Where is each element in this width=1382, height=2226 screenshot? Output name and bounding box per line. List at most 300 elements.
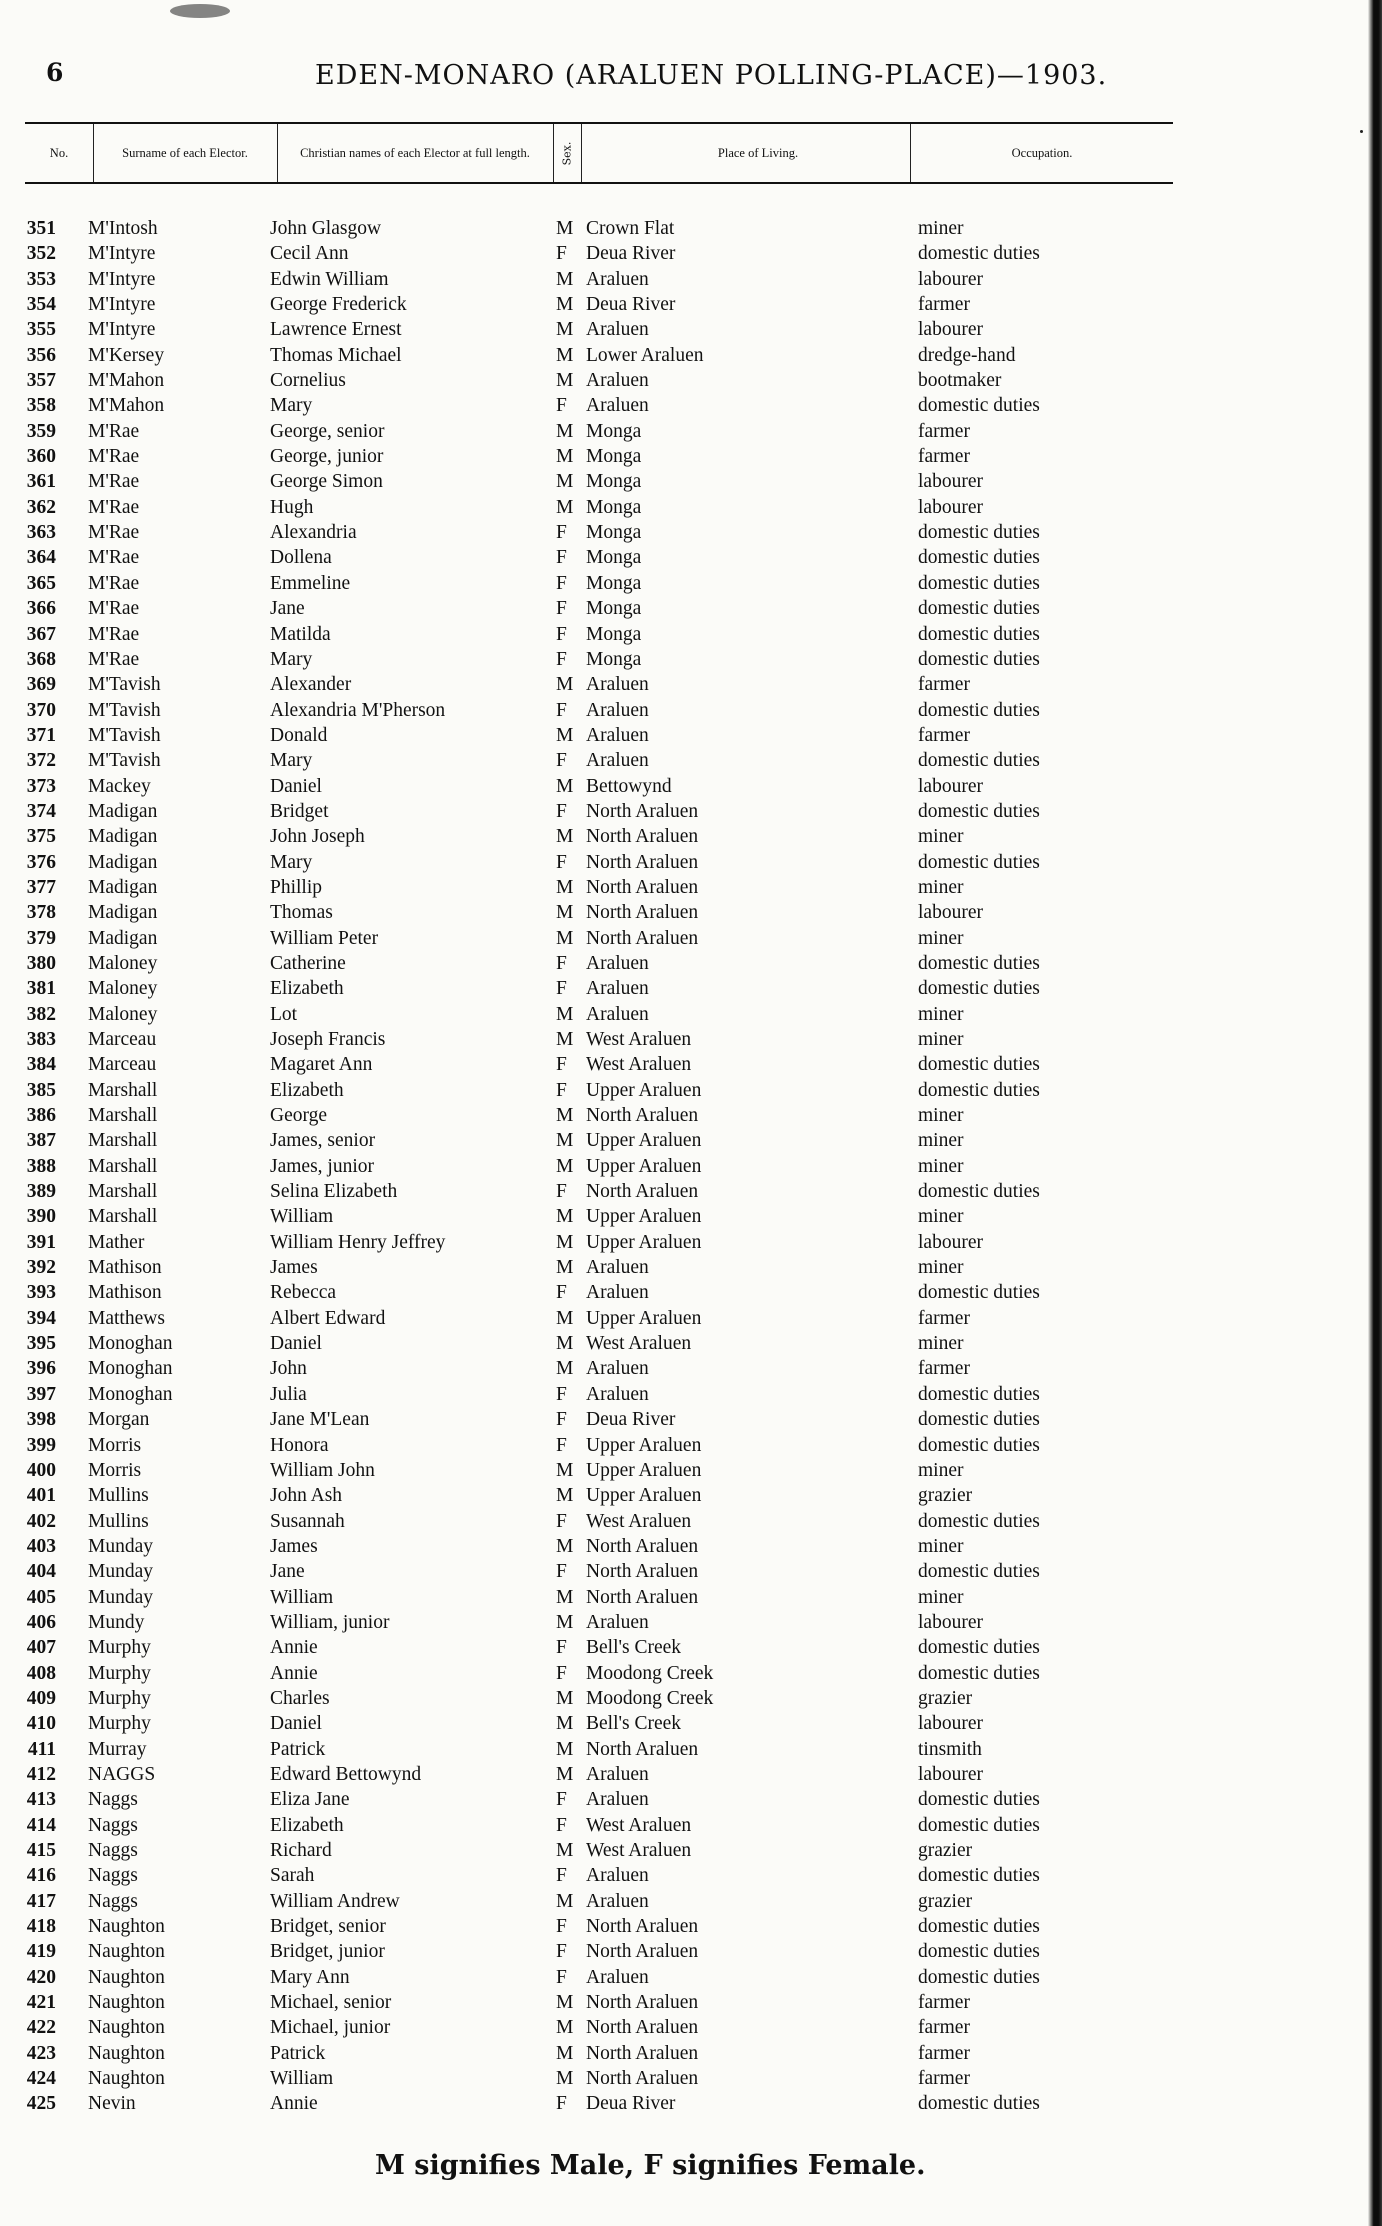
table-row bbox=[0, 1103, 1382, 1128]
elector-sex: M bbox=[556, 1358, 574, 1380]
elector-sex: M bbox=[556, 1840, 574, 1861]
elector-number: 352 bbox=[26, 243, 56, 265]
elector-place-of-living: Deua River bbox=[586, 1409, 676, 1431]
elector-surname: Munday bbox=[88, 1561, 153, 1583]
elector-occupation: farmer bbox=[918, 1358, 970, 1380]
elector-number: 364 bbox=[26, 547, 56, 569]
elector-occupation: domestic duties bbox=[918, 750, 1040, 772]
elector-place-of-living: North Araluen bbox=[586, 2068, 699, 2090]
table-row bbox=[0, 545, 1382, 570]
elector-surname: Madigan bbox=[88, 826, 158, 848]
elector-sex: M bbox=[556, 1333, 574, 1355]
elector-number: 374 bbox=[26, 800, 56, 822]
elector-sex: M bbox=[556, 927, 574, 949]
elector-sex: F bbox=[556, 1383, 567, 1405]
elector-christian-names: William Peter bbox=[270, 927, 379, 949]
elector-number: 376 bbox=[26, 851, 56, 873]
elector-place-of-living: North Araluen bbox=[586, 876, 699, 898]
elector-number: 393 bbox=[26, 1282, 56, 1304]
elector-occupation: domestic duties bbox=[918, 1789, 1040, 1811]
elector-surname: M'Intyre bbox=[88, 319, 156, 341]
elector-sex: F bbox=[556, 1814, 567, 1836]
elector-number: 359 bbox=[26, 420, 56, 442]
elector-christian-names: Mary Ann bbox=[270, 1966, 350, 1988]
elector-sex: M bbox=[556, 1459, 574, 1481]
elector-surname: M'Tavish bbox=[88, 674, 161, 696]
elector-christian-names: Jane M'Lean bbox=[270, 1409, 370, 1431]
elector-number: 367 bbox=[26, 623, 56, 645]
elector-place-of-living: Monga bbox=[586, 446, 642, 468]
elector-christian-names: Annie bbox=[270, 2093, 318, 2115]
table-row bbox=[0, 1002, 1382, 1027]
elector-surname: Mackey bbox=[88, 775, 151, 797]
elector-occupation: domestic duties bbox=[918, 1383, 1040, 1405]
elector-sex: M bbox=[556, 902, 574, 924]
table-row bbox=[0, 1356, 1382, 1381]
header-no: No. bbox=[49, 146, 69, 160]
elector-sex: M bbox=[556, 1105, 574, 1127]
elector-place-of-living: Deua River bbox=[586, 243, 676, 265]
elector-surname: M'Mahon bbox=[88, 370, 165, 392]
elector-sex: M bbox=[556, 2042, 574, 2064]
elector-occupation: miner bbox=[918, 927, 964, 949]
elector-christian-names: James, junior bbox=[270, 1155, 374, 1177]
table-row bbox=[0, 1610, 1382, 1635]
elector-sex: M bbox=[556, 2017, 574, 2039]
print-speck bbox=[1360, 130, 1363, 133]
elector-surname: M'Mahon bbox=[88, 395, 165, 417]
elector-sex: F bbox=[556, 395, 567, 417]
elector-number: 358 bbox=[26, 395, 56, 417]
elector-place-of-living: North Araluen bbox=[586, 927, 699, 949]
elector-sex: M bbox=[556, 294, 574, 316]
elector-occupation: domestic duties bbox=[918, 1561, 1040, 1583]
elector-christian-names: James bbox=[270, 1257, 318, 1279]
elector-place-of-living: Araluen bbox=[586, 1890, 649, 1912]
elector-surname: M'Kersey bbox=[88, 344, 165, 366]
elector-number: 381 bbox=[26, 978, 56, 1000]
elector-place-of-living: Monga bbox=[586, 471, 642, 493]
table-row bbox=[0, 2091, 1382, 2116]
page-number: 6 bbox=[46, 58, 64, 87]
elector-occupation: labourer bbox=[918, 471, 983, 493]
elector-number: 390 bbox=[26, 1206, 56, 1228]
elector-number: 363 bbox=[26, 522, 56, 544]
elector-christian-names: John Joseph bbox=[270, 826, 365, 848]
elector-sex: M bbox=[556, 471, 574, 493]
elector-place-of-living: Monga bbox=[586, 623, 642, 645]
elector-occupation: miner bbox=[918, 1257, 964, 1279]
elector-christian-names: Honora bbox=[270, 1434, 329, 1456]
elector-christian-names: George Frederick bbox=[270, 294, 407, 316]
elector-place-of-living: Upper Araluen bbox=[586, 1231, 702, 1253]
elector-sex: F bbox=[556, 1079, 567, 1101]
sex-legend-note: M signifies Male, F signifies Female. bbox=[375, 2150, 926, 2181]
table-row bbox=[0, 1255, 1382, 1280]
elector-place-of-living: Araluen bbox=[586, 750, 649, 772]
elector-surname: Monoghan bbox=[88, 1358, 173, 1380]
table-row bbox=[0, 1838, 1382, 1863]
table-row bbox=[0, 571, 1382, 596]
elector-surname: M'Rae bbox=[88, 598, 140, 620]
elector-number: 386 bbox=[26, 1105, 56, 1127]
elector-christian-names: Magaret Ann bbox=[270, 1054, 373, 1076]
elector-christian-names: Mary bbox=[270, 395, 313, 417]
elector-surname: Munday bbox=[88, 1586, 153, 1608]
table-row bbox=[0, 1509, 1382, 1534]
elector-christian-names: Lot bbox=[270, 1003, 298, 1025]
elector-occupation: miner bbox=[918, 1333, 964, 1355]
elector-surname: Maloney bbox=[88, 1003, 158, 1025]
elector-place-of-living: North Araluen bbox=[586, 2017, 699, 2039]
elector-christian-names: Bridget, junior bbox=[270, 1941, 385, 1963]
elector-surname: Mather bbox=[88, 1231, 145, 1253]
table-row bbox=[0, 1686, 1382, 1711]
table-row bbox=[0, 1204, 1382, 1229]
elector-occupation: miner bbox=[918, 1206, 964, 1228]
elector-occupation: domestic duties bbox=[918, 1814, 1040, 1836]
table-row bbox=[0, 1331, 1382, 1356]
elector-surname: M'Rae bbox=[88, 522, 140, 544]
elector-occupation: domestic duties bbox=[918, 800, 1040, 822]
elector-sex: M bbox=[556, 496, 574, 518]
elector-surname: Morris bbox=[88, 1434, 142, 1456]
elector-surname: Maloney bbox=[88, 978, 158, 1000]
elector-place-of-living: West Araluen bbox=[586, 1029, 692, 1050]
elector-number: 392 bbox=[26, 1257, 56, 1279]
elector-sex: M bbox=[556, 2068, 574, 2090]
table-row bbox=[0, 723, 1382, 748]
elector-sex: M bbox=[556, 319, 574, 341]
table-row bbox=[0, 1661, 1382, 1686]
table-row bbox=[0, 1078, 1382, 1103]
elector-surname: Naughton bbox=[88, 1966, 165, 1988]
elector-christian-names: Jane bbox=[270, 1561, 305, 1583]
elector-number: 405 bbox=[26, 1586, 56, 1608]
elector-place-of-living: Moodong Creek bbox=[586, 1687, 714, 1709]
elector-sex: M bbox=[556, 218, 574, 239]
elector-sex: M bbox=[556, 370, 574, 392]
elector-number: 361 bbox=[26, 471, 56, 493]
elector-christian-names: Donald bbox=[270, 724, 328, 746]
elector-occupation: domestic duties bbox=[918, 952, 1040, 974]
elector-number: 424 bbox=[26, 2068, 56, 2090]
elector-sex: F bbox=[556, 800, 567, 822]
elector-sex: M bbox=[556, 876, 574, 898]
elector-place-of-living: Araluen bbox=[586, 370, 649, 392]
column-divider bbox=[93, 124, 94, 182]
elector-occupation: grazier bbox=[918, 1687, 973, 1709]
elector-occupation: domestic duties bbox=[918, 1966, 1040, 1988]
elector-occupation: domestic duties bbox=[918, 1510, 1040, 1532]
elector-occupation: dredge-hand bbox=[918, 344, 1016, 366]
elector-number: 351 bbox=[26, 218, 56, 239]
elector-number: 397 bbox=[26, 1383, 56, 1405]
table-row bbox=[0, 444, 1382, 469]
elector-occupation: miner bbox=[918, 1029, 964, 1050]
elector-place-of-living: North Araluen bbox=[586, 1561, 699, 1583]
table-row bbox=[0, 1052, 1382, 1077]
elector-occupation: miner bbox=[918, 1535, 964, 1557]
elector-place-of-living: Araluen bbox=[586, 1257, 649, 1279]
elector-christian-names: Thomas Michael bbox=[270, 344, 402, 366]
elector-occupation: farmer bbox=[918, 674, 970, 696]
table-row bbox=[0, 1534, 1382, 1559]
elector-surname: Maloney bbox=[88, 952, 158, 974]
elector-occupation: farmer bbox=[918, 724, 970, 746]
elector-surname: Morris bbox=[88, 1459, 142, 1481]
header-occupation: Occupation. bbox=[1011, 146, 1073, 160]
elector-place-of-living: Monga bbox=[586, 522, 642, 544]
elector-christian-names: Bridget, senior bbox=[270, 1916, 386, 1938]
elector-surname: M'Tavish bbox=[88, 699, 161, 721]
elector-christian-names: Jane bbox=[270, 598, 305, 620]
elector-sex: F bbox=[556, 572, 567, 594]
elector-christian-names: Phillip bbox=[270, 876, 323, 898]
elector-christian-names: Matilda bbox=[270, 623, 331, 645]
elector-number: 410 bbox=[26, 1713, 56, 1735]
elector-christian-names: Patrick bbox=[270, 1738, 326, 1760]
elector-sex: M bbox=[556, 1890, 574, 1912]
elector-number: 412 bbox=[26, 1763, 56, 1785]
elector-surname: Marshall bbox=[88, 1079, 158, 1101]
table-row bbox=[0, 292, 1382, 317]
elector-sex: M bbox=[556, 1586, 574, 1608]
elector-christian-names: Rebecca bbox=[270, 1282, 337, 1304]
elector-sex: F bbox=[556, 978, 567, 1000]
elector-surname: M'Rae bbox=[88, 496, 140, 518]
elector-place-of-living: West Araluen bbox=[586, 1054, 692, 1076]
elector-occupation: domestic duties bbox=[918, 1434, 1040, 1456]
table-row bbox=[0, 824, 1382, 849]
column-header-row bbox=[25, 122, 1173, 184]
elector-christian-names: Daniel bbox=[270, 1713, 322, 1735]
elector-surname: NAGGS bbox=[88, 1763, 156, 1785]
elector-christian-names: Alexandria bbox=[270, 522, 357, 544]
elector-christian-names: Annie bbox=[270, 1637, 318, 1659]
elector-occupation: bootmaker bbox=[918, 370, 1002, 392]
elector-sex: M bbox=[556, 1611, 574, 1633]
elector-occupation: labourer bbox=[918, 319, 983, 341]
table-row bbox=[0, 1407, 1382, 1432]
elector-sex: F bbox=[556, 1181, 567, 1203]
elector-sex: F bbox=[556, 750, 567, 772]
elector-christian-names: Patrick bbox=[270, 2042, 326, 2064]
elector-christian-names: William Henry Jeffrey bbox=[270, 1231, 446, 1253]
elector-surname: M'Rae bbox=[88, 572, 140, 594]
elector-number: 357 bbox=[26, 370, 56, 392]
table-row bbox=[0, 1027, 1382, 1052]
elector-christian-names: William bbox=[270, 1206, 334, 1228]
elector-place-of-living: Araluen bbox=[586, 1611, 649, 1633]
elector-christian-names: Sarah bbox=[270, 1865, 315, 1887]
elector-surname: Marshall bbox=[88, 1155, 158, 1177]
elector-surname: M'Rae bbox=[88, 623, 140, 645]
elector-christian-names: Michael, senior bbox=[270, 1992, 392, 2014]
table-row bbox=[0, 951, 1382, 976]
elector-place-of-living: Araluen bbox=[586, 724, 649, 746]
elector-surname: M'Intyre bbox=[88, 243, 156, 265]
elector-occupation: grazier bbox=[918, 1890, 973, 1912]
table-row bbox=[0, 1306, 1382, 1331]
elector-place-of-living: Monga bbox=[586, 420, 642, 442]
elector-christian-names: Joseph Francis bbox=[270, 1029, 386, 1050]
elector-sex: F bbox=[556, 1434, 567, 1456]
elector-surname: Marceau bbox=[88, 1029, 157, 1050]
elector-surname: M'Rae bbox=[88, 547, 140, 569]
elector-sex: M bbox=[556, 1130, 574, 1152]
elector-number: 375 bbox=[26, 826, 56, 848]
elector-surname: Madigan bbox=[88, 876, 158, 898]
table-row bbox=[0, 900, 1382, 925]
elector-surname: Madigan bbox=[88, 851, 158, 873]
elector-sex: M bbox=[556, 1687, 574, 1709]
elector-occupation: labourer bbox=[918, 1763, 983, 1785]
elector-sex: F bbox=[556, 1789, 567, 1811]
elector-sex: F bbox=[556, 598, 567, 620]
elector-christian-names: Mary bbox=[270, 648, 313, 670]
elector-place-of-living: North Araluen bbox=[586, 1586, 699, 1608]
elector-surname: Mathison bbox=[88, 1282, 162, 1304]
table-row bbox=[0, 774, 1382, 799]
elector-christian-names: William, junior bbox=[270, 1611, 390, 1633]
elector-occupation: farmer bbox=[918, 2068, 970, 2090]
elector-number: 425 bbox=[26, 2093, 56, 2115]
table-row bbox=[0, 1483, 1382, 1508]
elector-surname: M'Tavish bbox=[88, 750, 161, 772]
elector-place-of-living: North Araluen bbox=[586, 1105, 699, 1127]
elector-place-of-living: Araluen bbox=[586, 978, 649, 1000]
elector-number: 356 bbox=[26, 344, 56, 366]
elector-occupation: grazier bbox=[918, 1485, 973, 1507]
elector-occupation: domestic duties bbox=[918, 1916, 1040, 1938]
elector-place-of-living: West Araluen bbox=[586, 1814, 692, 1836]
elector-number: 419 bbox=[26, 1941, 56, 1963]
elector-surname: Monoghan bbox=[88, 1333, 173, 1355]
elector-christian-names: William bbox=[270, 1586, 334, 1608]
table-row bbox=[0, 495, 1382, 520]
elector-occupation: domestic duties bbox=[918, 623, 1040, 645]
table-row bbox=[0, 1813, 1382, 1838]
elector-christian-names: John Ash bbox=[270, 1485, 343, 1507]
elector-place-of-living: Upper Araluen bbox=[586, 1130, 702, 1152]
elector-place-of-living: Monga bbox=[586, 648, 642, 670]
elector-surname: Marshall bbox=[88, 1181, 158, 1203]
elector-christian-names: George Simon bbox=[270, 471, 383, 493]
elector-christian-names: Daniel bbox=[270, 1333, 322, 1355]
elector-occupation: domestic duties bbox=[918, 1865, 1040, 1887]
elector-christian-names: Cornelius bbox=[270, 370, 346, 392]
table-row bbox=[0, 622, 1382, 647]
elector-occupation: domestic duties bbox=[918, 1941, 1040, 1963]
table-row bbox=[0, 1458, 1382, 1483]
elector-sex: F bbox=[556, 623, 567, 645]
elector-christian-names: Susannah bbox=[270, 1510, 345, 1532]
elector-christian-names: Michael, junior bbox=[270, 2017, 391, 2039]
elector-occupation: farmer bbox=[918, 446, 970, 468]
elector-christian-names: James bbox=[270, 1535, 318, 1557]
elector-place-of-living: Araluen bbox=[586, 1358, 649, 1380]
elector-place-of-living: Monga bbox=[586, 496, 642, 518]
elector-place-of-living: Upper Araluen bbox=[586, 1307, 702, 1329]
elector-occupation: miner bbox=[918, 876, 964, 898]
elector-occupation: farmer bbox=[918, 1992, 970, 2014]
elector-number: 378 bbox=[26, 902, 56, 924]
elector-sex: F bbox=[556, 851, 567, 873]
elector-surname: Madigan bbox=[88, 927, 158, 949]
elector-place-of-living: North Araluen bbox=[586, 1535, 699, 1557]
elector-sex: F bbox=[556, 1282, 567, 1304]
elector-occupation: domestic duties bbox=[918, 547, 1040, 569]
elector-surname: Nevin bbox=[88, 2093, 136, 2115]
table-row bbox=[0, 2041, 1382, 2066]
elector-surname: Naughton bbox=[88, 1941, 165, 1963]
elector-number: 383 bbox=[26, 1029, 56, 1050]
elector-surname: M'Intosh bbox=[88, 218, 158, 239]
elector-occupation: domestic duties bbox=[918, 1079, 1040, 1101]
elector-number: 404 bbox=[26, 1561, 56, 1583]
table-row bbox=[0, 1939, 1382, 1964]
table-row bbox=[0, 1382, 1382, 1407]
table-row bbox=[0, 799, 1382, 824]
elector-sex: F bbox=[556, 1409, 567, 1431]
elector-place-of-living: Monga bbox=[586, 598, 642, 620]
elector-number: 400 bbox=[26, 1459, 56, 1481]
elector-place-of-living: North Araluen bbox=[586, 1992, 699, 2014]
elector-surname: Naggs bbox=[88, 1840, 138, 1861]
elector-number: 417 bbox=[26, 1890, 56, 1912]
elector-christian-names: Richard bbox=[270, 1840, 332, 1861]
elector-sex: M bbox=[556, 775, 574, 797]
elector-christian-names: Edward Bettowynd bbox=[270, 1763, 422, 1785]
elector-number: 391 bbox=[26, 1231, 56, 1253]
elector-place-of-living: Araluen bbox=[586, 1865, 649, 1887]
elector-christian-names: James, senior bbox=[270, 1130, 376, 1152]
column-divider bbox=[910, 124, 911, 182]
elector-number: 408 bbox=[26, 1662, 56, 1684]
elector-occupation: domestic duties bbox=[918, 522, 1040, 544]
elector-sex: F bbox=[556, 1662, 567, 1684]
elector-place-of-living: Bettowynd bbox=[586, 775, 672, 797]
table-row bbox=[0, 875, 1382, 900]
elector-place-of-living: Upper Araluen bbox=[586, 1434, 702, 1456]
elector-place-of-living: Upper Araluen bbox=[586, 1155, 702, 1177]
elector-number: 403 bbox=[26, 1535, 56, 1557]
elector-christian-names: Daniel bbox=[270, 775, 322, 797]
elector-occupation: labourer bbox=[918, 775, 983, 797]
elector-christian-names: Alexandria M'Pherson bbox=[270, 699, 446, 721]
elector-number: 398 bbox=[26, 1409, 56, 1431]
header-christian-names: Christian names of each Elector at full length. bbox=[300, 146, 530, 160]
table-row bbox=[0, 1787, 1382, 1812]
elector-sex: M bbox=[556, 1485, 574, 1507]
elector-occupation: domestic duties bbox=[918, 598, 1040, 620]
elector-surname: M'Tavish bbox=[88, 724, 161, 746]
elector-christian-names: Thomas bbox=[270, 902, 333, 924]
elector-christian-names: Edwin William bbox=[270, 268, 389, 290]
table-row bbox=[0, 672, 1382, 697]
elector-sex: F bbox=[556, 2093, 567, 2115]
elector-number: 354 bbox=[26, 294, 56, 316]
table-row bbox=[0, 1711, 1382, 1736]
elector-number: 395 bbox=[26, 1333, 56, 1355]
elector-sex: M bbox=[556, 420, 574, 442]
elector-number: 396 bbox=[26, 1358, 56, 1380]
elector-occupation: domestic duties bbox=[918, 572, 1040, 594]
elector-surname: M'Rae bbox=[88, 471, 140, 493]
elector-sex: F bbox=[556, 1637, 567, 1659]
elector-number: 355 bbox=[26, 319, 56, 341]
